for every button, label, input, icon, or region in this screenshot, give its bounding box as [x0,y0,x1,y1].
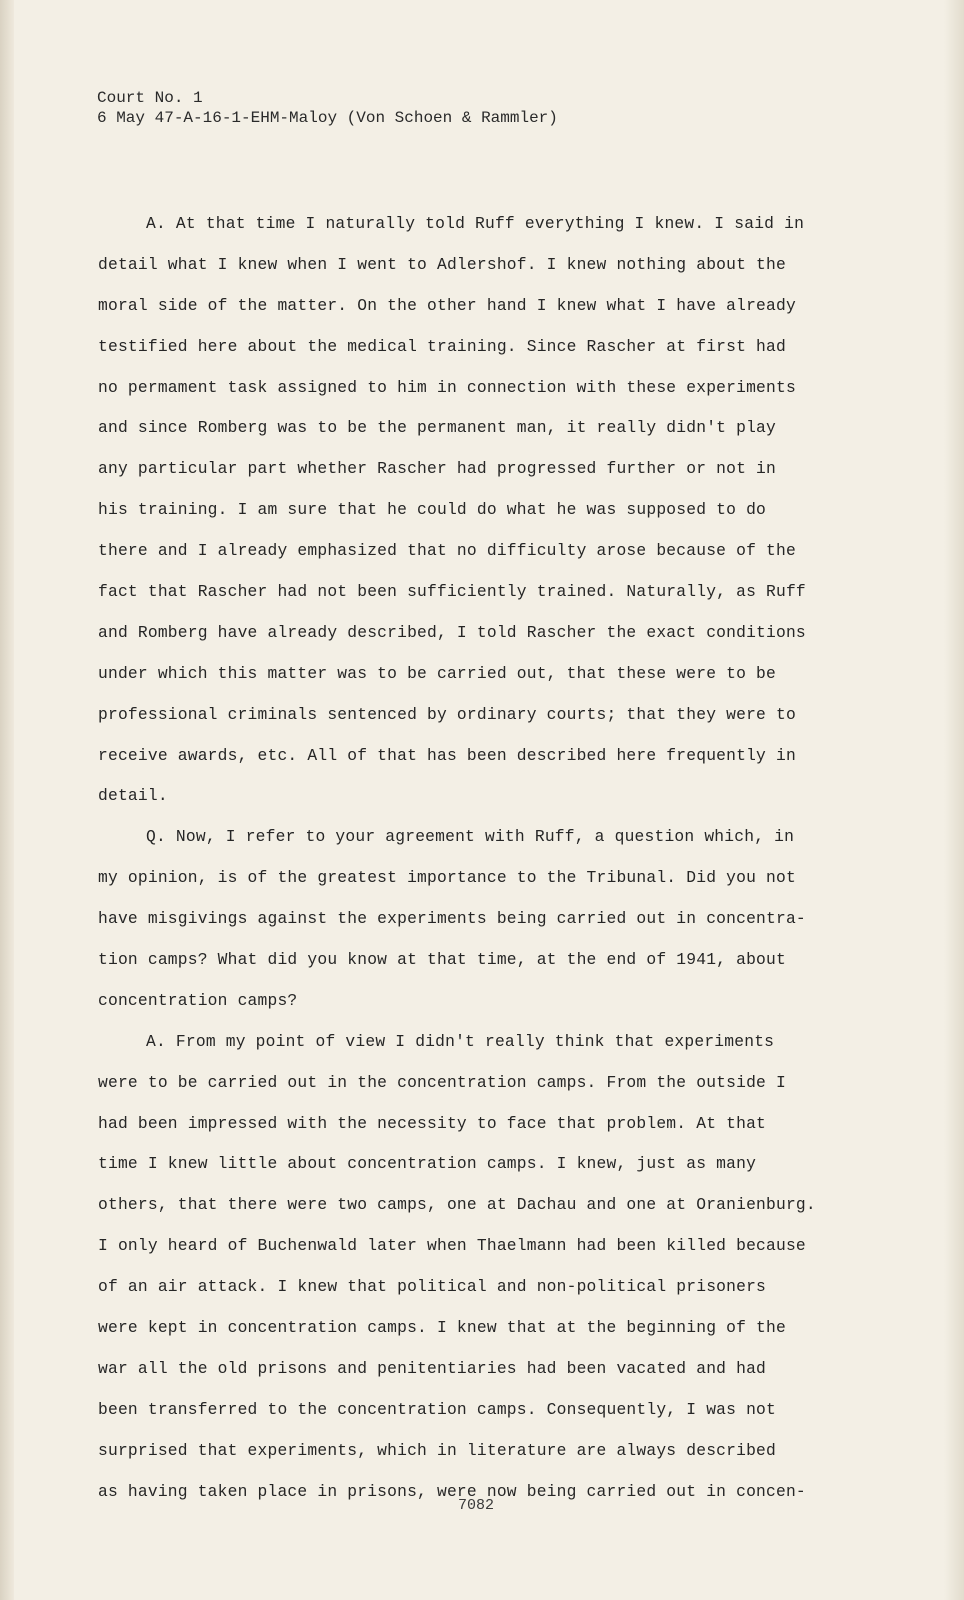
transcript-line: no permament task assigned to him in connection with these experiments [98,377,796,397]
document-header [97,88,558,128]
transcript-body [98,204,868,1513]
transcript-line: time I knew little about concentration camps. I knew, just as many [98,1154,757,1174]
transcript-line: moral side of the matter. On the other hand I knew what I have already [98,295,796,315]
transcript-line: of an air attack. I knew that political and non-political prisoners [98,1277,767,1297]
transcript-line: A. From my point of view I didn't really think that experiments [146,1031,775,1051]
transcript-line: Q. Now, I refer to your agreement with Ruff, a question which, in [146,827,795,847]
transcript-line: under which this matter was to be carried out, that these were to be [98,663,776,683]
transcript-line: tion camps? What did you know at that time, at the end of 1941, about [98,950,786,970]
transcript-line: I only heard of Buchenwald later when Thaelmann had been killed because [98,1236,806,1256]
transcript-line: had been impressed with the necessity to face that problem. At that [98,1113,767,1133]
transcript-line: there and I already emphasized that no difficulty arose because of the [98,541,796,561]
transcript-line: detail what I knew when I went to Adlershof. I knew nothing about the [98,254,786,274]
transcript-line: and since Romberg was to be the permanent man, it really didn't play [98,418,776,438]
transcript-line: were kept in concentration camps. I knew that at the beginning of the [98,1318,786,1338]
page-number: 7082 [458,1497,495,1514]
transcript-line: others, that there were two camps, one at Dachau and one at Oranienburg. [98,1195,816,1215]
transcript-line: receive awards, etc. All of that has been described here frequently in [98,745,796,765]
transcript-line: his training. I am sure that he could do what he was supposed to do [98,500,767,520]
transcript-line: concentration camps? [98,990,298,1010]
transcript-line: been transferred to the concentration camps. Consequently, I was not [98,1399,776,1419]
transcript-line: my opinion, is of the greatest importance to the Tribunal. Did you not [98,868,796,888]
transcript-line: and Romberg have already described, I told Rascher the exact conditions [98,622,806,642]
transcript-line: have misgivings against the experiments being carried out in concentra- [98,909,806,929]
court-label: Court No. 1 [97,89,203,107]
transcript-line: A. At that time I naturally told Ruff everything I knew. I said in [146,214,805,233]
transcript-line: war all the old prisons and penitentiaries had been vacated and had [98,1358,767,1378]
transcript-line: testified here about the medical training. Since Rascher at first had [98,336,786,356]
transcript-line: any particular part whether Rascher had progressed further or not in [98,459,776,479]
page-left-edge [0,0,14,1600]
transcript-line: as having taken place in prisons, were now being carried out in concen- [98,1481,806,1501]
transcript-line: fact that Rascher had not been sufficiently trained. Naturally, as Ruff [98,582,806,602]
transcript-line: professional criminals sentenced by ordinary courts; that they were to [98,704,796,724]
transcript-line: were to be carried out in the concentration camps. From the outside I [98,1072,786,1092]
transcript-line: detail. [98,786,168,806]
session-reference: 6 May 47-A-16-1-EHM-Maloy (Von Schoen & Rammler) [97,109,558,127]
transcript-line: surprised that experiments, which in literature are always described [98,1440,776,1460]
page-right-edge [944,0,964,1600]
